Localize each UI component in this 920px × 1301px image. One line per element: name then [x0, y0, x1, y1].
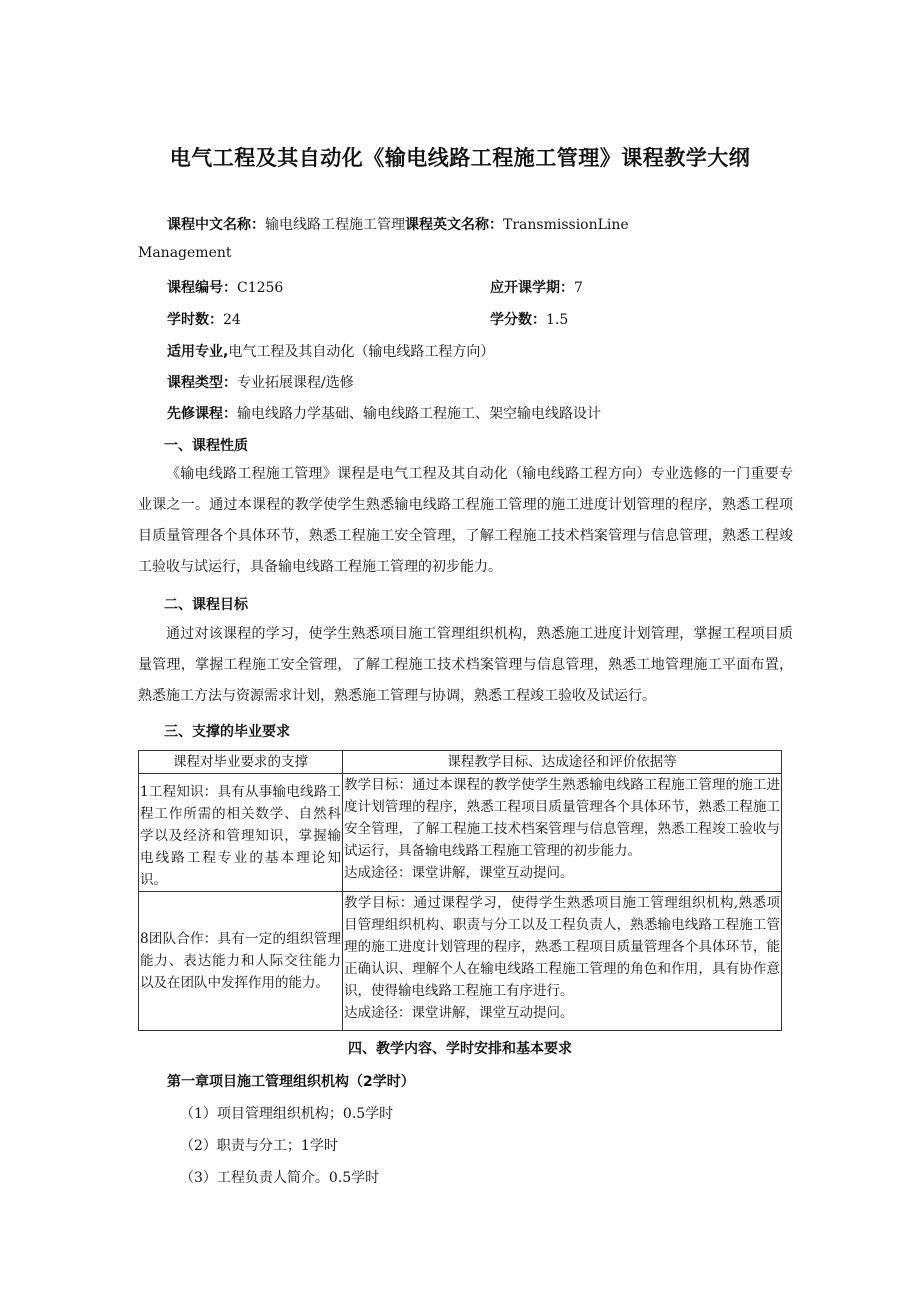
goal-cell — [343, 892, 782, 1031]
semester-label: 应开课学期： — [490, 280, 574, 296]
credits-value: 1.5 — [546, 312, 569, 328]
section-3-title: 三、支撑的毕业要求 — [164, 724, 290, 740]
section-1-body: 《输电线路工程施工管理》课程是电气工程及其自动化（输电线路工程方向）专业选修的一门重要专业课之一。通过本课程的教学使学生熟悉输电线路工程施工管理的施工进度计划管理的程序，熟悉工程项目质量管理各个具体环节，熟悉工程施工安全管理，了解工程施工技术档案管理与信息管理，熟悉工程竣工验收与试运行，具备输电线路工程施工管理的初步能力。 — [138, 466, 793, 575]
table-row — [139, 774, 782, 892]
prereq-value: 输电线路力学基础、输电线路工程施工、架空输电线路设计 — [237, 406, 601, 422]
section-2-title: 二、课程目标 — [164, 597, 248, 613]
code-label: 课程编号： — [167, 280, 237, 296]
en-name-value: TransmissionLine — [503, 217, 629, 233]
table-header: 课程教学目标、达成途径和评价依据等 — [343, 751, 782, 774]
page-title: 电气工程及其自动化《输电线路工程施工管理》课程教学大纲 — [169, 146, 751, 170]
type-label: 课程类型： — [167, 375, 237, 391]
goal-text: 教学目标：通过课程学习，使得学生熟悉项目施工管理组织机构,熟悉项目管理组织机构、职责与分工以及工程负责人，熟悉输电线路工程施工管理的施工进度计划管理的程序，熟悉工程项目质量管理各个具体环节，能正确认识、理解个人在输电线路工程施工管理的角色和作用，具有协作意识，使得输电线路工程施工有序进行。 — [344, 895, 780, 999]
semester-value: 7 — [574, 280, 583, 296]
hours-line — [167, 309, 241, 329]
type-value: 专业拓展课程/选修 — [237, 375, 354, 391]
chapter-1-item: （1）项目管理组织机构；0.5学时 — [180, 1106, 394, 1122]
prereq-line — [167, 403, 601, 423]
way-text: 达成途径：课堂讲解，课堂互动提问。 — [344, 1005, 574, 1021]
cn-name-value: 输电线路工程施工管理 — [265, 217, 405, 233]
chapter-1-item: （3）工程负责人简介。0.5学时 — [180, 1170, 380, 1186]
table-header-row — [139, 751, 782, 774]
course-code-line — [167, 277, 283, 297]
hours-value: 24 — [223, 312, 241, 328]
req-cell: 1工程知识：具有从事输电线路工程工作所需的相关数学、自然科学以及经济和管理知识，掌握输电线路工程专业的基本理论知识。 — [139, 774, 343, 892]
course-name-line — [167, 214, 629, 234]
code-value: C1256 — [237, 280, 284, 296]
chapter-1-title: 第一章项目施工管理组织机构（2学时） — [167, 1074, 415, 1090]
section-2-body: 通过对该课程的学习，使学生熟悉项目施工管理组织机构，熟悉施工进度计划管理，掌握工程项目质量管理，掌握工程施工安全管理，了解工程施工技术档案管理与信息管理，熟悉工地管理施工平面布置，熟悉施工方法与资源需求计划，熟悉施工管理与协调，熟悉工程竣工验收及试运行。 — [138, 626, 793, 704]
way-text: 达成途径：课堂讲解，课堂互动提问。 — [344, 865, 574, 881]
credits-label: 学分数： — [490, 312, 546, 328]
goal-cell — [343, 774, 782, 892]
req-cell: 8团队合作：具有一定的组织管理能力、表达能力和人际交往能力以及在团队中发挥作用的能力。 — [139, 892, 343, 1031]
major-value: 电气工程及其自动化（输电线路工程方向） — [228, 344, 495, 360]
graduation-requirements-table — [138, 750, 782, 1031]
section-4-title: 四、教学内容、学时安排和基本要求 — [348, 1041, 572, 1057]
semester-line — [490, 277, 583, 297]
en-name-value-cont: Management — [138, 245, 232, 261]
credits-line — [490, 309, 568, 329]
type-line — [167, 372, 354, 392]
cn-name-label: 课程中文名称： — [167, 217, 265, 233]
en-name-label: 课程英文名称： — [405, 217, 503, 233]
goal-text: 教学目标：通过本课程的教学使学生熟悉输电线路工程施工管理的施工进度计划管理的程序，熟悉工程项目质量管理各个具体环节，熟悉工程施工安全管理，了解工程施工技术档案管理与信息管理，熟悉工程竣工验收与试运行，具备输电线路工程施工管理的初步能力。 — [344, 777, 780, 859]
table-row — [139, 892, 782, 1031]
chapter-1-item: （2）职责与分工；1学时 — [180, 1138, 338, 1154]
major-line — [167, 341, 494, 361]
hours-label: 学时数： — [167, 312, 223, 328]
table-header: 课程对毕业要求的支撑 — [139, 751, 343, 774]
prereq-label: 先修课程： — [167, 406, 237, 422]
section-1-title: 一、课程性质 — [164, 438, 248, 454]
major-label: 适用专业, — [167, 344, 229, 360]
